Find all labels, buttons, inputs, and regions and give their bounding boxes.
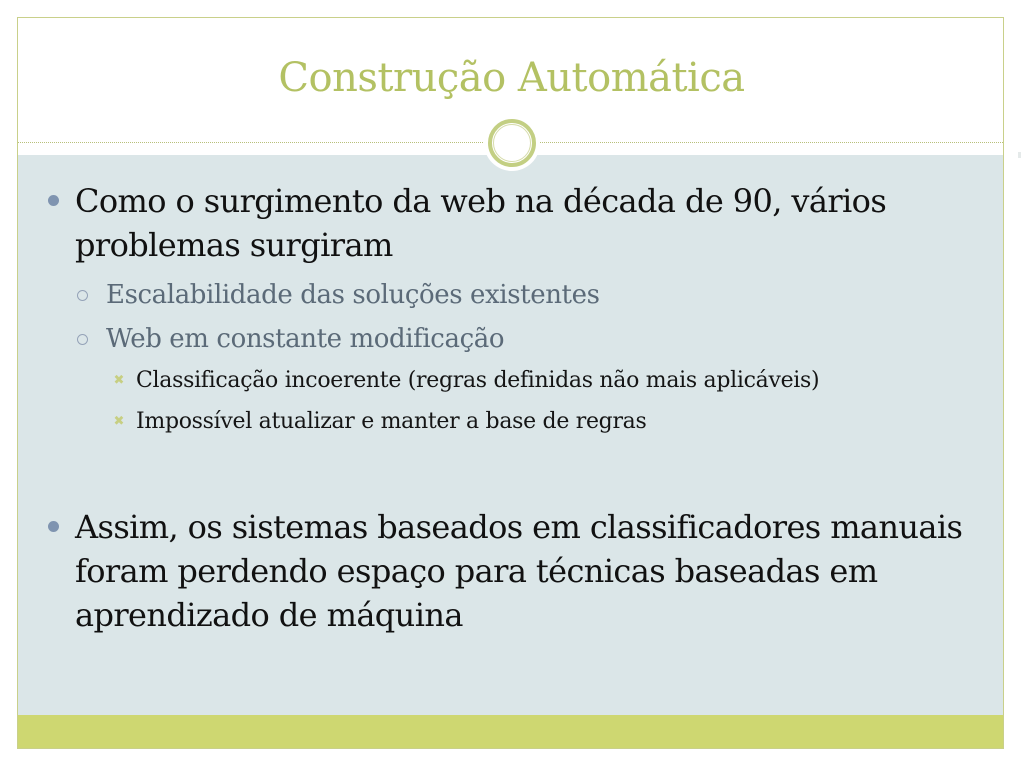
bullet-item: Como o surgimento da web na década de 90, vários problemas surgiram bbox=[75, 182, 887, 264]
sub-bullet-item: Web em constante modificação bbox=[106, 324, 505, 354]
sub-bullet-item: Escalabilidade das soluções existentes bbox=[106, 280, 600, 310]
slide-title: Construção Automática bbox=[278, 55, 745, 101]
sub-sub-bullet-item: Classificação incoerente (regras definidas não mais aplicáveis) bbox=[136, 368, 820, 393]
bullet-item: Assim, os sistemas baseados em classificadores manuais foram perdendo espaço para técnicas baseadas em aprendizado de máquina bbox=[75, 508, 963, 634]
hollow-circle-icon bbox=[77, 290, 88, 301]
x-mark-icon: ✖ bbox=[113, 414, 125, 429]
filled-circle-icon bbox=[48, 521, 59, 532]
sub-sub-bullet-item: Impossível atualizar e manter a base de regras bbox=[136, 409, 647, 434]
ring-inner-icon bbox=[493, 124, 531, 162]
edge-mark bbox=[1018, 152, 1021, 158]
hollow-circle-icon bbox=[77, 334, 88, 345]
filled-circle-icon bbox=[48, 195, 59, 206]
footer-bar bbox=[18, 715, 1003, 748]
x-mark-icon: ✖ bbox=[113, 373, 125, 388]
